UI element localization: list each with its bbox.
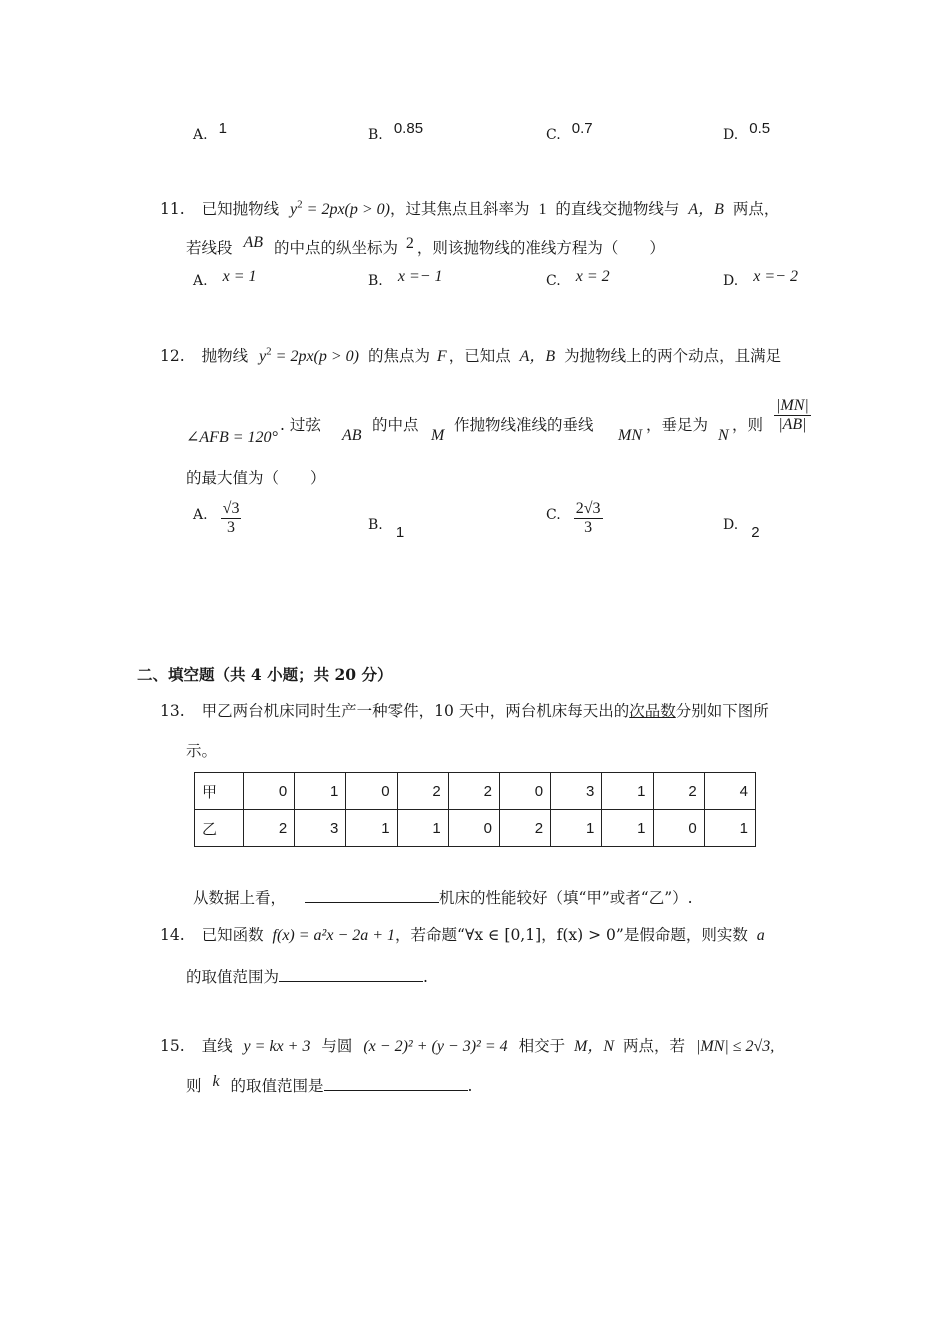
q12-text: ，垂足为: [646, 416, 709, 434]
q10-option-b: [368, 120, 424, 143]
q14-period: .: [423, 968, 428, 986]
table-row: [195, 773, 756, 810]
q15-circle-equation: (x − 2)² + (y − 3)² = 4: [363, 1038, 508, 1055]
q13-line2: 示。: [186, 742, 218, 760]
row-header: 甲: [195, 773, 244, 810]
q14-function: f(x) = a²x − 2a + 1: [272, 927, 396, 944]
fraction-denominator: |AB|: [774, 415, 811, 434]
q12-ratio-fraction: [774, 397, 811, 434]
q12-text: 的最大值为（ ）: [186, 469, 326, 487]
q11-text: 的中点的纵坐标为: [273, 239, 398, 257]
q14-line1: [160, 923, 765, 945]
fraction-denominator: 3: [574, 518, 603, 537]
q15-text: 则: [186, 1077, 202, 1095]
q12-text: ，则: [732, 416, 764, 434]
option-fraction: [221, 500, 242, 537]
q15-variable: k: [212, 1073, 220, 1090]
table-cell: 3: [551, 773, 602, 810]
q11-option-a: [193, 270, 257, 290]
fraction-numerator: [574, 500, 603, 518]
option-fraction: [574, 500, 603, 537]
q11-points: A，B: [688, 201, 724, 218]
option-value: 1: [395, 524, 405, 541]
q11-text: 的直线交抛物线与: [555, 200, 680, 218]
q12-text: 为抛物线上的两个动点，且满足: [564, 347, 782, 365]
table-cell: 2: [448, 773, 499, 810]
option-value: x =− 2: [753, 268, 798, 285]
q12-equation: [259, 345, 360, 365]
q12-chord: AB: [342, 427, 362, 444]
q11-line2: [186, 236, 665, 258]
option-value: 2: [751, 524, 760, 541]
row-header: 乙: [195, 810, 244, 847]
q11-text: ，过其焦点且斜率为: [390, 200, 530, 218]
q12-line3: [186, 466, 326, 488]
q13-text: 甲乙两台机床同时生产一种零件，10 天中，两台机床每天出的: [201, 702, 630, 720]
q12-option-b: [368, 514, 405, 541]
table-cell: 3: [295, 810, 346, 847]
table-cell: 1: [551, 810, 602, 847]
eq-rest: = 2px(p > 0): [302, 201, 391, 218]
section-heading: 二、填空题（共 4 小题；共 20 分）: [137, 665, 393, 684]
eq-sup: 2: [297, 198, 303, 211]
q12-angle: ∠AFB = 120°: [186, 429, 278, 446]
answer-blank[interactable]: [279, 965, 423, 982]
option-value: 0.7: [571, 120, 593, 137]
question-number: 13.: [160, 702, 185, 720]
answer-blank[interactable]: [305, 886, 439, 903]
q12-midpoint: M: [431, 427, 445, 444]
q13-answer-line: [193, 886, 693, 908]
question-number: 12.: [160, 347, 185, 365]
option-value: 1: [218, 120, 227, 137]
q11-slope: 1: [538, 201, 547, 218]
q15-text: 与圆: [321, 1037, 353, 1055]
radical: √3: [583, 500, 601, 517]
q11-segment: AB: [243, 234, 263, 251]
option-label: D.: [723, 127, 739, 143]
eq-var: y: [290, 201, 298, 218]
option-label: A.: [193, 127, 208, 143]
table-cell: 0: [448, 810, 499, 847]
table-cell: 1: [602, 810, 653, 847]
eq-var: y: [259, 348, 267, 365]
table-cell: 1: [602, 773, 653, 810]
question-number: 15.: [160, 1037, 185, 1055]
question-number: 14.: [160, 926, 185, 944]
table-cell: 0: [346, 773, 397, 810]
table-cell: 0: [653, 810, 704, 847]
q13-underlined: 次品数: [629, 702, 676, 720]
defect-table: [194, 772, 756, 847]
q14-text: ，若命题“∀x ∈ [0,1]，f(x) > 0”是假命题，则实数: [395, 926, 748, 944]
table-cell: 1: [397, 810, 448, 847]
table-cell: 1: [346, 810, 397, 847]
q11-ycoord: 2: [405, 235, 414, 252]
option-value: 0.85: [393, 120, 424, 137]
option-label: A.: [193, 273, 208, 289]
table-cell: 0: [244, 773, 295, 810]
table-cell: 2: [653, 773, 704, 810]
option-label: B.: [368, 127, 383, 143]
eq-sup: 2: [266, 345, 272, 358]
q12-option-c: [546, 500, 603, 537]
q12-text: 的焦点为: [367, 347, 430, 365]
q12-option-a: [193, 500, 241, 537]
q14-variable: a: [756, 927, 765, 944]
q11-text: 两点，: [732, 200, 780, 218]
option-label: C.: [546, 273, 561, 289]
q15-text: 的取值范围是: [230, 1077, 324, 1095]
q13-text: 分别如下图所: [675, 702, 769, 720]
q10-option-d: [723, 120, 771, 143]
q12-text: . 过弦: [280, 416, 321, 434]
q11-option-d: [723, 270, 798, 290]
table-cell: 1: [704, 810, 755, 847]
option-label: D.: [723, 273, 739, 289]
q12-text: 抛物线: [201, 347, 249, 365]
q15-text: 直线: [201, 1037, 233, 1055]
q15-period: .: [467, 1077, 473, 1095]
eq-rest: = 2px(p > 0): [271, 348, 360, 365]
option-value: x = 2: [575, 268, 610, 285]
option-value: 0.5: [749, 120, 771, 137]
option-value: x =− 1: [397, 268, 443, 285]
coefficient: 2: [575, 500, 584, 517]
option-label: C.: [546, 507, 561, 523]
q13-line1: [160, 699, 769, 721]
q12-foot: N: [718, 427, 729, 444]
option-value: x = 1: [222, 268, 257, 285]
q12-text: 作抛物线准线的垂线: [454, 416, 594, 434]
q12-perpendicular: MN: [618, 427, 642, 444]
q10-option-a: [193, 120, 227, 143]
q15-line-equation: y = kx + 3: [243, 1038, 311, 1055]
q14-text: 已知函数: [201, 926, 264, 944]
q12-option-d: [723, 514, 760, 541]
q11-line1: [160, 196, 779, 219]
q11-option-b: [368, 270, 443, 290]
option-label: C.: [546, 127, 561, 143]
q11-option-c: [546, 270, 610, 290]
q15-points: M，N: [574, 1038, 615, 1055]
q15-text: 两点，若: [622, 1037, 685, 1055]
q11-equation: [290, 198, 391, 218]
table-cell: 1: [295, 773, 346, 810]
q11-text: 若线段: [186, 239, 233, 257]
q10-option-c: [546, 120, 593, 143]
answer-blank[interactable]: [324, 1074, 468, 1091]
q12-focus: F: [436, 348, 447, 365]
q13-text: 从数据上看，: [193, 889, 287, 907]
q15-text: 相交于: [518, 1037, 566, 1055]
question-number: 11.: [160, 200, 185, 218]
q14-text: 的取值范围为: [186, 968, 280, 986]
option-label: D.: [723, 517, 739, 533]
q11-text: 已知抛物线: [201, 200, 280, 218]
table-cell: 0: [499, 773, 550, 810]
table-cell: 2: [499, 810, 550, 847]
q12-points: A，B: [519, 348, 556, 365]
fraction-numerator: |MN|: [776, 397, 809, 414]
q12-line1: [160, 343, 781, 366]
q15-line1: [160, 1033, 774, 1056]
table-cell: 4: [704, 773, 755, 810]
q12-text: ，已知点: [448, 347, 511, 365]
option-label: B.: [368, 273, 383, 289]
fraction-numerator: √3: [222, 500, 240, 517]
option-label: B.: [368, 517, 383, 533]
option-label: A.: [193, 507, 208, 523]
q12-text: 的中点: [372, 416, 419, 434]
q13-text: 机床的性能较好（填“甲”或者“乙”）.: [438, 889, 693, 907]
table-cell: 2: [397, 773, 448, 810]
q15-condition: |MN| ≤ 2√3,: [695, 1038, 775, 1055]
table-cell: 2: [244, 810, 295, 847]
table-row: [195, 810, 756, 847]
q14-line2: [186, 965, 428, 987]
q15-line2: [186, 1074, 472, 1096]
fraction-denominator: 3: [221, 518, 242, 537]
q11-text: ，则该抛物线的准线方程为（ ）: [416, 239, 665, 257]
